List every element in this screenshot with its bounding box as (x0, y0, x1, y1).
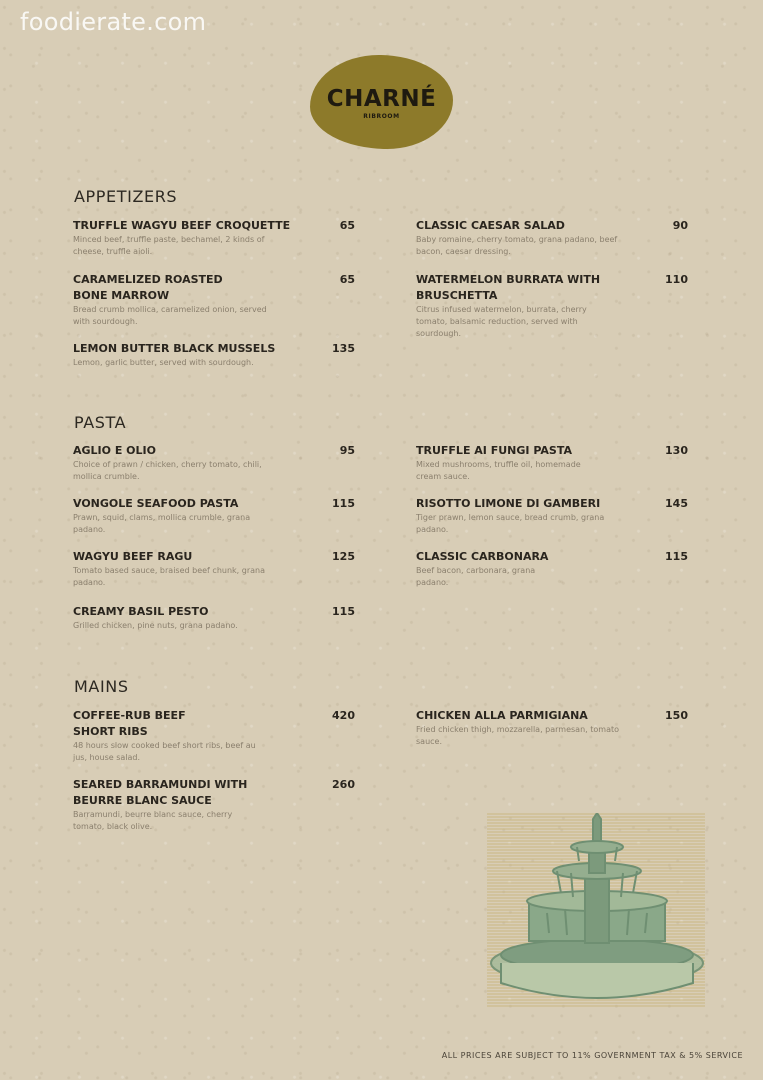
menu-item (416, 272, 706, 340)
menu-item-price: 65 (339, 219, 355, 232)
menu-item-description: Mixed mushrooms, truffle oil, homemade cream sauce. (416, 460, 581, 481)
menu-item-price: 150 (665, 709, 688, 722)
fountain-illustration-icon (487, 813, 705, 1007)
menu-item-price: 125 (332, 550, 355, 563)
menu-item-price: 110 (665, 273, 688, 286)
menu-item-name: CLASSIC CAESAR SALAD (416, 219, 565, 232)
menu-item (73, 604, 373, 632)
menu-item (73, 708, 373, 764)
restaurant-logo (310, 55, 453, 149)
menu-item-name: CHICKEN ALLA PARMIGIANA (416, 709, 588, 722)
menu-item (73, 218, 373, 258)
menu-item-description: Grilled chicken, pine nuts, grana padano. (73, 621, 238, 630)
menu-item-description: Prawn, squid, clams, mollica crumble, grana padano. (73, 513, 251, 534)
menu-item-name: AGLIO E OLIO (73, 444, 156, 457)
menu-item-description: Choice of prawn / chicken, cherry tomato, chili, mollica crumble. (73, 460, 262, 481)
menu-item-name: RISOTTO LIMONE DI GAMBERI (416, 497, 601, 510)
menu-item-price: 90 (672, 219, 688, 232)
menu-item (416, 549, 706, 589)
menu-item-name: VONGOLE SEAFOOD PASTA (73, 497, 239, 510)
menu-item (73, 443, 373, 483)
menu-item-price: 115 (332, 497, 355, 510)
section-title-appetizers: APPETIZERS (74, 187, 178, 206)
menu-item-description: Baby romaine, cherry tomato, grana padano, beef bacon, caesar dressing. (416, 235, 618, 256)
logo-name: CHARNÉ (326, 86, 437, 112)
menu-item (73, 777, 373, 833)
menu-item-price: 65 (339, 273, 355, 286)
menu-item-name: TRUFFLE WAGYU BEEF CROQUETTE (73, 219, 291, 232)
menu-item-price: 115 (332, 605, 355, 618)
menu-item-name: CARAMELIZED ROASTED BONE MARROW (73, 273, 223, 302)
menu-item-name: WATERMELON BURRATA WITH BRUSCHETTA (416, 273, 601, 302)
menu-item-price: 135 (332, 342, 355, 355)
menu-item-description: Barramundi, beurre blanc sauce, cherry tomato, black olive. (73, 810, 233, 831)
menu-item-price: 420 (332, 709, 355, 722)
section-title-pasta: PASTA (74, 413, 127, 432)
menu-item-name: SEARED BARRAMUNDI WITH BEURRE BLANC SAUCE (73, 778, 248, 807)
menu-item-description: Tomato based sauce, braised beef chunk, grana padano. (73, 566, 265, 587)
menu-item (416, 443, 706, 483)
menu-item (73, 496, 373, 536)
menu-item-price: 260 (332, 778, 355, 791)
menu-item (73, 341, 373, 369)
menu-item-description: Fried chicken thigh, mozzarella, parmesan, tomato sauce. (416, 725, 619, 746)
menu-item (416, 496, 706, 536)
menu-item-description: Tiger prawn, lemon sauce, bread crumb, grana padano. (416, 513, 605, 534)
menu-item-description: Beef bacon, carbonara, grana padano. (416, 566, 536, 587)
menu-item-name: WAGYU BEEF RAGU (73, 550, 193, 563)
menu-item (73, 272, 373, 328)
menu-item-name: CREAMY BASIL PESTO (73, 605, 209, 618)
section-title-mains: MAINS (74, 677, 129, 696)
menu-item-price: 115 (665, 550, 688, 563)
site-watermark: foodierate.com (20, 8, 207, 36)
menu-item-name: LEMON BUTTER BLACK MUSSELS (73, 342, 276, 355)
price-disclaimer: ALL PRICES ARE SUBJECT TO 11% GOVERNMENT TAX & 5% SERVICE (441, 1051, 743, 1060)
menu-item-description: 48 hours slow cooked beef short ribs, beef au jus, house salad. (73, 741, 256, 762)
menu-item (416, 218, 706, 258)
menu-item-price: 130 (665, 444, 688, 457)
menu-item-name: CLASSIC CARBONARA (416, 550, 549, 563)
menu-item-description: Minced beef, truffle paste, bechamel, 2 kinds of cheese, truffle aioli. (73, 235, 265, 256)
logo-subtitle: RIBROOM (363, 113, 400, 120)
menu-item (416, 708, 706, 748)
menu-item (73, 549, 373, 589)
menu-item-name: COFFEE-RUB BEEF SHORT RIBS (73, 709, 186, 738)
menu-item-description: Citrus infused watermelon, burrata, cherry tomato, balsamic reduction, served with sourdough. (416, 305, 587, 338)
menu-item-price: 95 (339, 444, 355, 457)
menu-item-description: Lemon, garlic butter, served with sourdough. (73, 358, 254, 367)
menu-item-description: Bread crumb mollica, caramelized onion, served with sourdough. (73, 305, 267, 326)
menu-item-price: 145 (665, 497, 688, 510)
menu-item-name: TRUFFLE AI FUNGI PASTA (416, 444, 572, 457)
